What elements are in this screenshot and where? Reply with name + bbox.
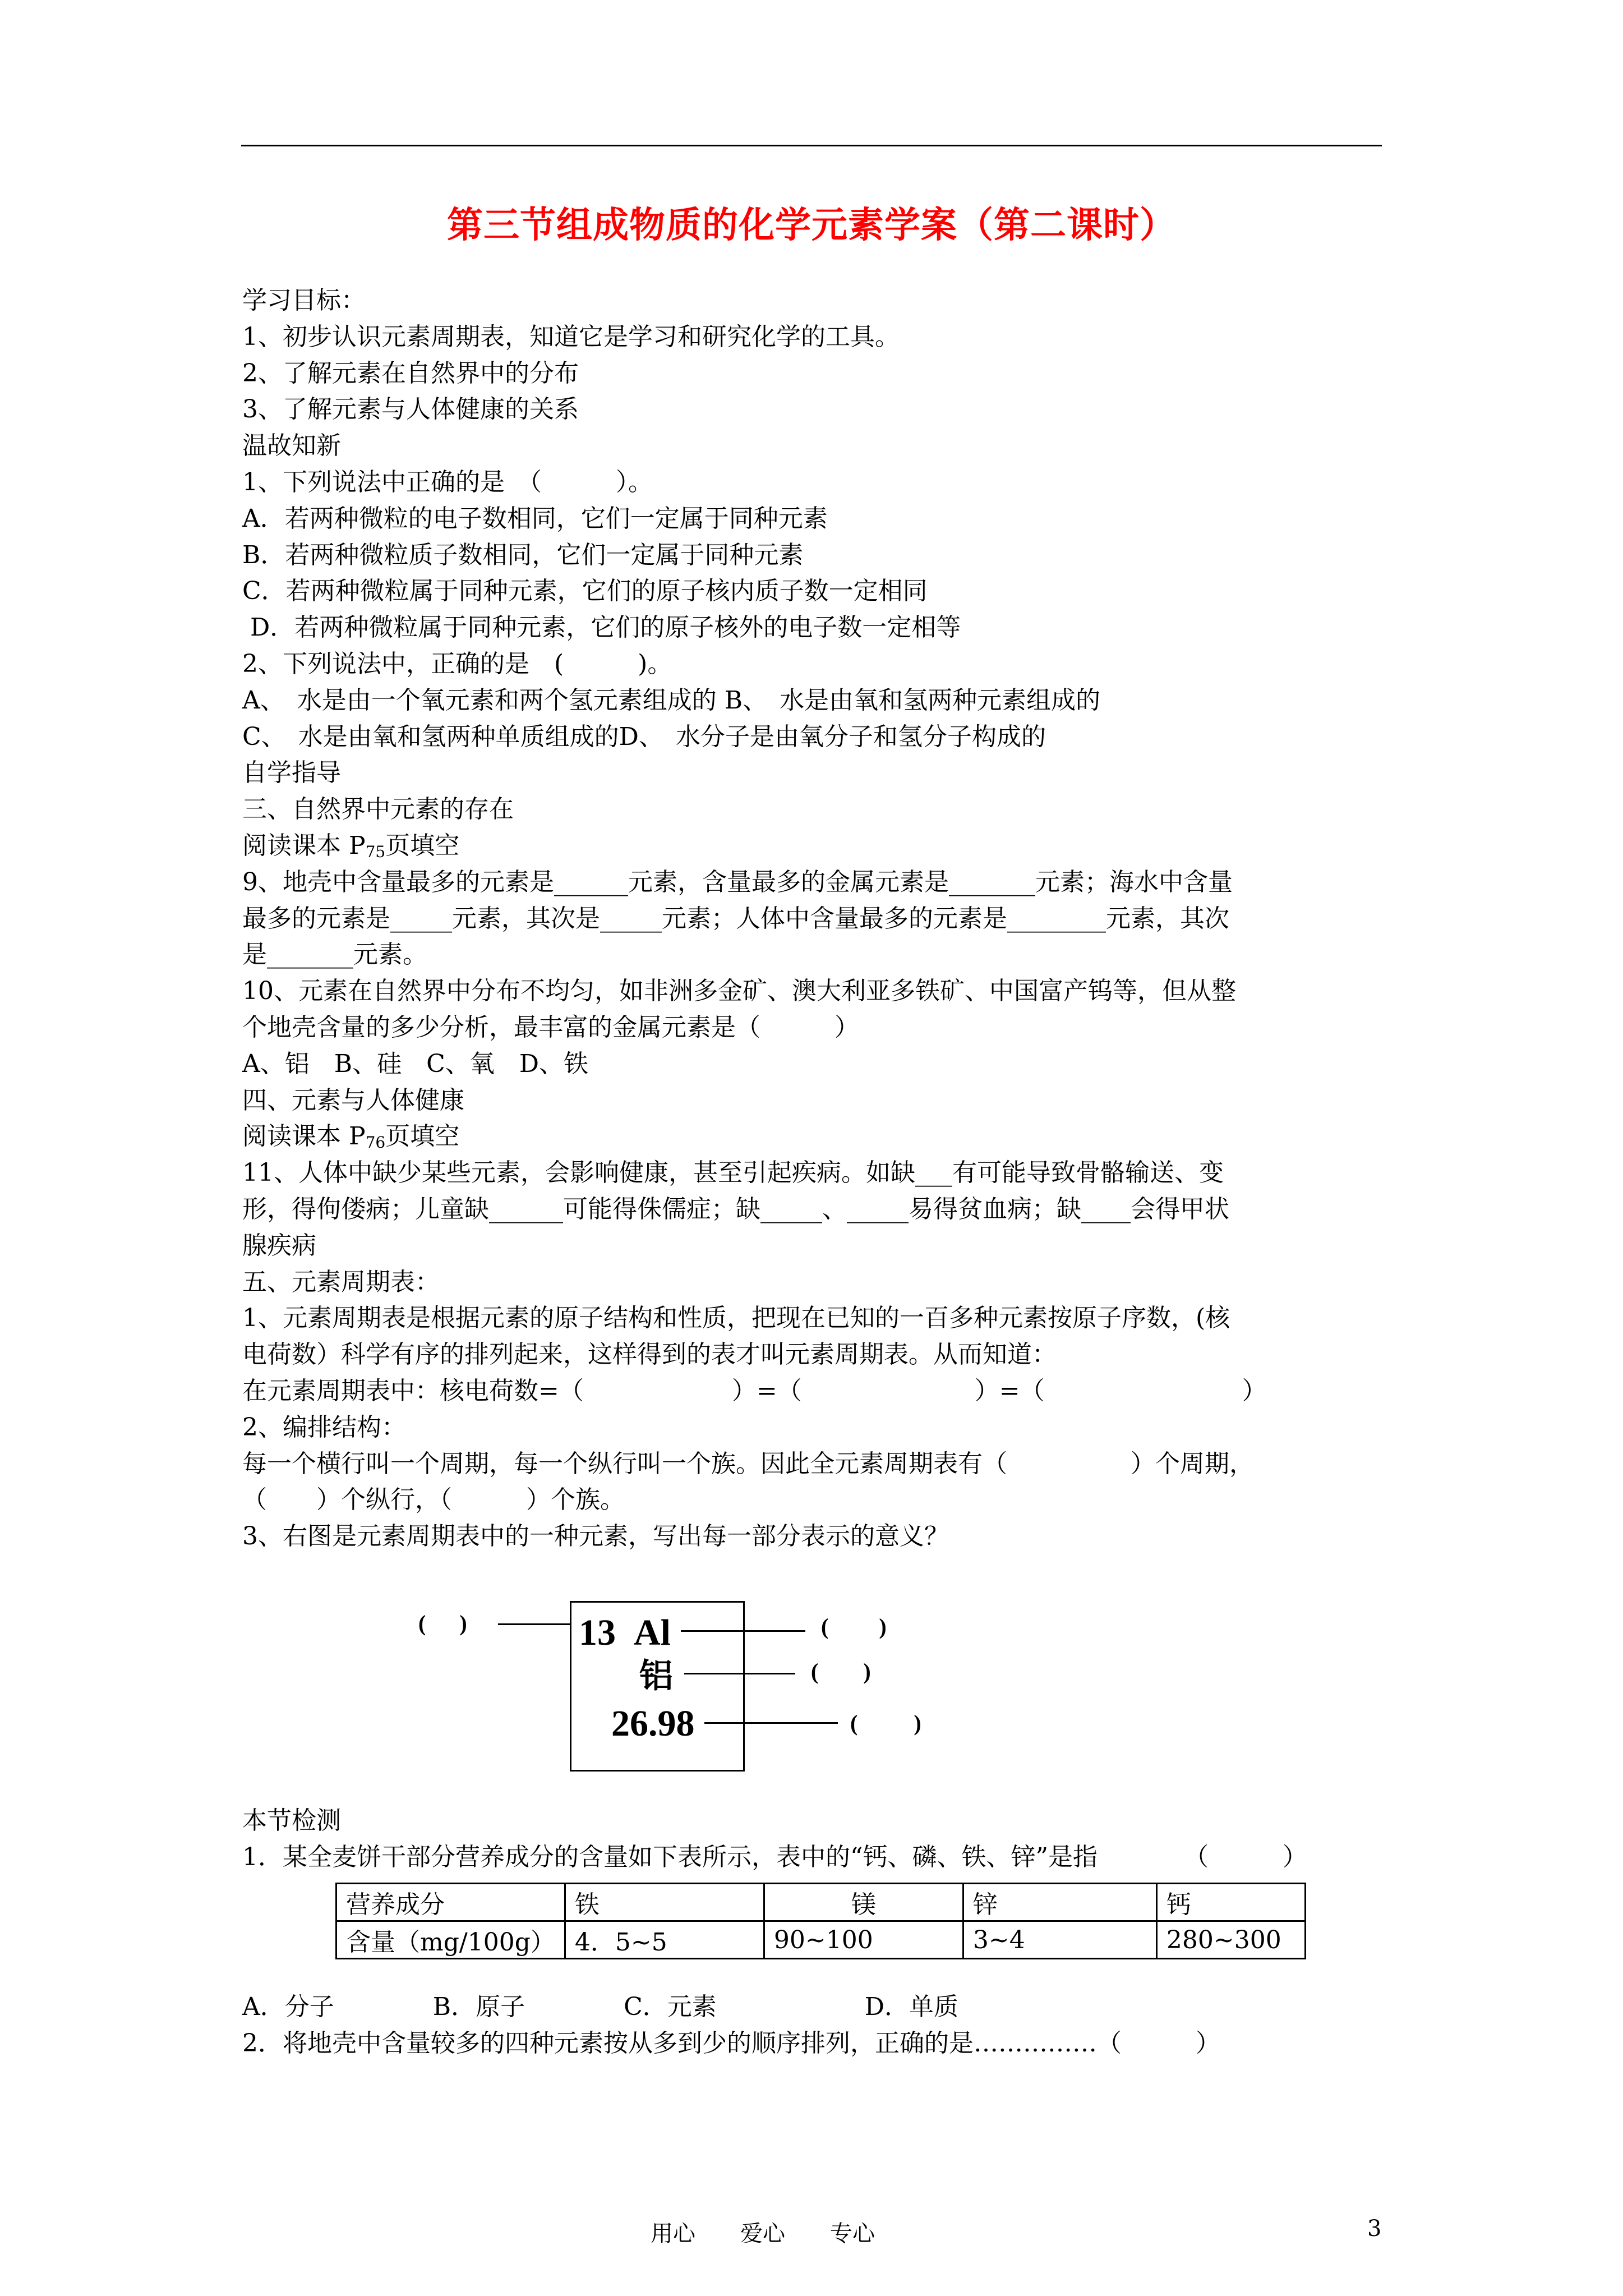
review-heading: 温故知新: [242, 431, 341, 461]
table-cell: 4．5~5: [565, 1921, 764, 1959]
review-question-1: 1、下列说法中正确的是 （ ）。: [242, 467, 653, 496]
leader-line-left: [498, 1623, 570, 1625]
leader-line-mass: [704, 1722, 838, 1724]
test-question-2: 2．将地壳中含量较多的四种元素按从多到少的顺序排列，正确的是……………（ ）: [242, 2028, 1220, 2058]
periodic-table-para-1-line-2: 电荷数）科学有序的排列起来，这样得到的表才叫元素周期表。从而知道：: [242, 1340, 1057, 1369]
page-number: 3: [1367, 2216, 1382, 2242]
section-5-heading: 五、元素周期表：: [242, 1267, 440, 1296]
test-section: [242, 1803, 1420, 1876]
review-q1-option-a: A．若两种微粒的电子数相同，它们一定属于同种元素: [242, 504, 828, 533]
element-symbol: Al: [634, 1612, 671, 1653]
table-header-cell: 镁: [764, 1884, 963, 1921]
table-cell: 3~4: [963, 1921, 1156, 1959]
read-textbook-p76: 阅读课本 $P_{76}$页填空: [242, 1122, 460, 1152]
element-tile: [570, 1601, 745, 1772]
periodic-table-para-1-line-1: 1、元素周期表是根据元素的原子结构和性质，把现在已知的一百多种元素按原子序数，(核: [242, 1304, 1230, 1333]
periodic-table-para-1-line-3: 在元素周期表中：核电荷数=（ ）=（ ）=（ ）: [242, 1376, 1267, 1405]
objective-3: 3、了解元素与人体健康的关系: [242, 395, 579, 424]
leader-line-symbol: [681, 1630, 805, 1632]
test-q1-options: A．分子 B．原子 C．元素 D．单质: [242, 1993, 959, 2021]
document-body: [242, 283, 1386, 1555]
blank-left: ( ): [418, 1611, 467, 1636]
section-3-heading: 三、自然界中元素的存在: [242, 795, 514, 824]
question-9-line-3: 是_______元素。: [242, 940, 427, 969]
table-header-cell: 钙: [1156, 1884, 1305, 1921]
test-heading: 本节检测: [242, 1806, 341, 1835]
table-cell: 含量（mg/100g）: [336, 1921, 565, 1959]
table-header-cell: 锌: [963, 1884, 1156, 1921]
table-cell: 90~100: [764, 1921, 963, 1959]
header-rule: [241, 145, 1382, 146]
objective-2: 2、了解元素在自然界中的分布: [242, 358, 579, 388]
atomic-mass: 26.98: [611, 1703, 695, 1744]
review-question-2: 2、下列说法中，正确的是 ( )。: [242, 649, 672, 678]
table-row: [336, 1884, 1306, 1921]
objective-1: 1、初步认识元素周期表，知道它是学习和研究化学的工具。: [242, 322, 900, 351]
table-cell: 280~300: [1156, 1921, 1305, 1959]
nutrition-table: [335, 1883, 1306, 1959]
question-10-line-2: 个地壳含量的多少分析，最丰富的金属元素是（ ）: [242, 1013, 859, 1042]
review-q2-options-ab: A、 水是由一个氧元素和两个氢元素组成的 B、 水是由氧和氢两种元素组成的: [242, 685, 1101, 715]
question-11-line-1: 11、人体中缺少某些元素，会影响健康，甚至引起疾病。如缺___有可能导致骨骼输送、变: [242, 1158, 1224, 1188]
table-header-cell: 铁: [565, 1884, 764, 1921]
question-9-line-2: 最多的元素是_____元素，其次是_____元素；人体中含量最多的元素是________元素，其次: [242, 904, 1229, 933]
read-textbook-p75: 阅读课本 $P_{75}$页填空: [242, 831, 460, 861]
leader-line-name: [684, 1673, 795, 1674]
review-q1-option-c: C．若两种微粒属于同种元素，它们的原子核内质子数一定相同: [242, 577, 928, 606]
structure-line-2: （ ）个纵行，（ ）个族。: [242, 1485, 625, 1515]
question-11-line-2: 形，得佝偻病；儿童缺______可能得侏儒症；缺_____、_____易得贫血病；缺____会得甲状: [242, 1194, 1229, 1223]
blank-mass: ( ): [850, 1710, 921, 1736]
diagram-question: 3、右图是元素周期表中的一种元素，写出每一部分表示的意义？: [242, 1522, 949, 1551]
atomic-number: 13: [579, 1612, 616, 1653]
table-header-cell: 营养成分: [336, 1884, 565, 1921]
objectives-heading: 学习目标：: [242, 286, 366, 315]
element-name: 铝: [639, 1657, 673, 1696]
question-11-line-3: 腺疾病: [242, 1231, 316, 1260]
test-question-1: 1．某全麦饼干部分营养成分的含量如下表所示，表中的“钙、磷、铁、锌”是指 （ ）: [242, 1842, 1307, 1871]
review-q1-option-b: B．若两种微粒质子数相同，它们一定属于同种元素: [242, 540, 804, 569]
question-9-line-1: 9、地壳中含量最多的元素是______元素，含量最多的金属元素是_______元素；海水中含量: [242, 867, 1233, 896]
blank-name: ( ): [811, 1659, 871, 1684]
footer-motto: 用心 爱心 专心: [651, 2221, 875, 2247]
table-row: [336, 1921, 1306, 1959]
structure-line-1: 每一个横行叫一个周期，每一个纵行叫一个族。因此全元素周期表有（ ）个周期，: [242, 1449, 1254, 1478]
section-4-heading: 四、元素与人体健康: [242, 1085, 464, 1115]
test-section-continued: [242, 1989, 1420, 2062]
self-study-heading: 自学指导: [242, 758, 341, 788]
question-10-line-1: 10、元素在自然界中分布不均匀，如非洲多金矿、澳大利亚多铁矿、中国富产钨等，但从整: [242, 977, 1236, 1006]
review-q1-option-d: D．若两种微粒属于同种元素，它们的原子核外的电子数一定相等: [242, 613, 961, 642]
structure-heading: 2、编排结构：: [242, 1412, 406, 1442]
question-10-options: A、铝 B、硅 C、氧 D、铁: [242, 1049, 589, 1078]
review-q2-options-cd: C、 水是由氧和氢两种单质组成的D、 水分子是由氧分子和氢分子构成的: [242, 722, 1046, 751]
page-title: 第三节组成物质的化学元素学案（第二课时）: [447, 204, 1176, 246]
blank-symbol: ( ): [821, 1614, 887, 1639]
